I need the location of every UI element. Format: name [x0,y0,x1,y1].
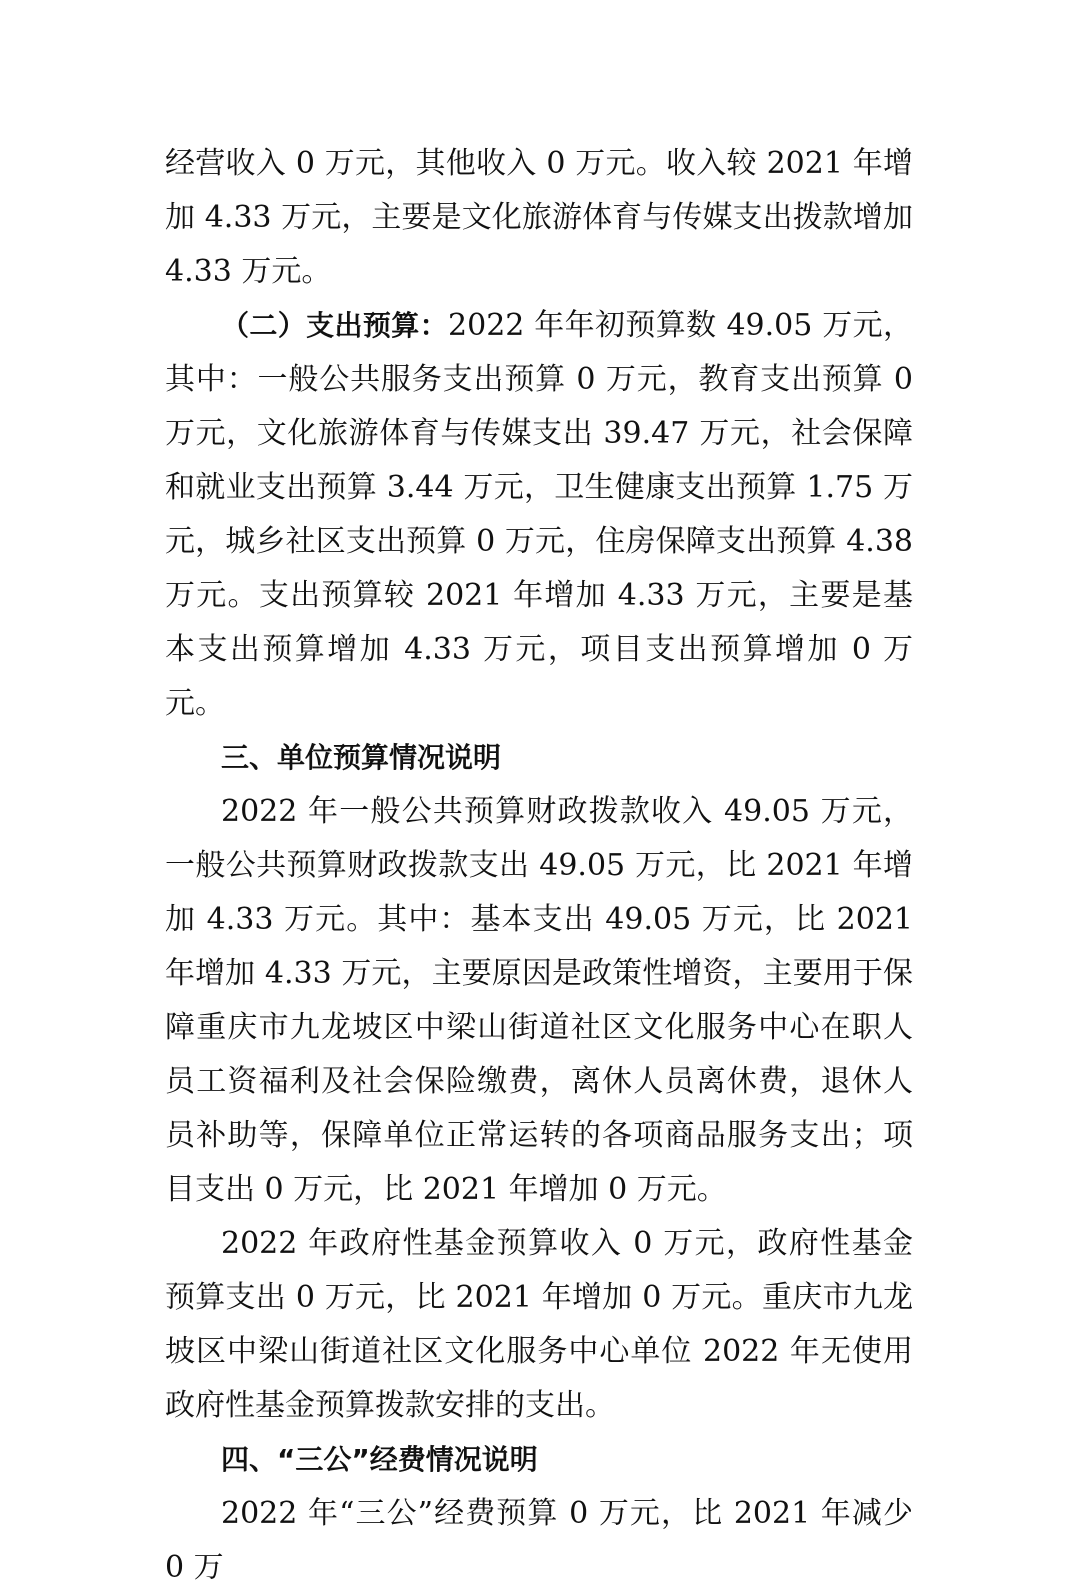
paragraph-expenditure-budget [165,299,913,731]
paragraph-government-fund-budget: 2022 年政府性基金预算收入 0 万元，政府性基金预算支出 0 万元，比 2021 年增加 0 万元。重庆市九龙坡区中梁山街道社区文化服务中心单位 2022 年无使用政府性基金预算拨款安排的支出。 [165,1226,913,1423]
expenditure-budget-text: 2022 年年初预算数 49.05 万元，其中：一般公共服务支出预算 0 万元，教育支出预算 0 万元，文化旅游体育与传媒支出 39.47 万元，社会保障和就业支出预算 3.44 万元，卫生健康支出预算 1.75 万元，城乡社区支出预算 0 万元，住房保障支出预算 4.38 万元。支出预算较 2021 年增加 4.33 万元，主要是基本支出预算增加 4.33 万元，项目支出预算增加 0 万元。 [165,308,913,721]
paragraph-income-summary: 经营收入 0 万元，其他收入 0 万元。收入较 2021 年增加 4.33 万元，主要是文化旅游体育与传媒支出拨款增加 4.33 万元。 [165,146,913,289]
section-heading-three-public-expenses: 四、“三公”经费情况说明 [221,1443,538,1476]
paragraph-general-public-budget: 2022 年一般公共预算财政拨款收入 49.05 万元，一般公共预算财政拨款支出 49.05 万元，比 2021 年增加 4.33 万元。其中：基本支出 49.05 万元，比 2021 年增加 4.33 万元，主要原因是政策性增资，主要用于保障重庆市九龙坡区中梁山街道社区文化服务中心在职人员工资福利及社会保险缴费，离休人员离休费，退休人员补助等，保障单位正常运转的各项商品服务支出；项目支出 0 万元，比 2021 年增加 0 万元。 [165,794,913,1207]
expenditure-budget-subheading: （二）支出预算： [221,309,449,342]
paragraph-three-public-expenses: 2022 年“三公”经费预算 0 万元，比 2021 年减少 0 万 [165,1496,913,1585]
document-body [165,137,913,1595]
section-heading-unit-budget: 三、单位预算情况说明 [221,741,502,774]
